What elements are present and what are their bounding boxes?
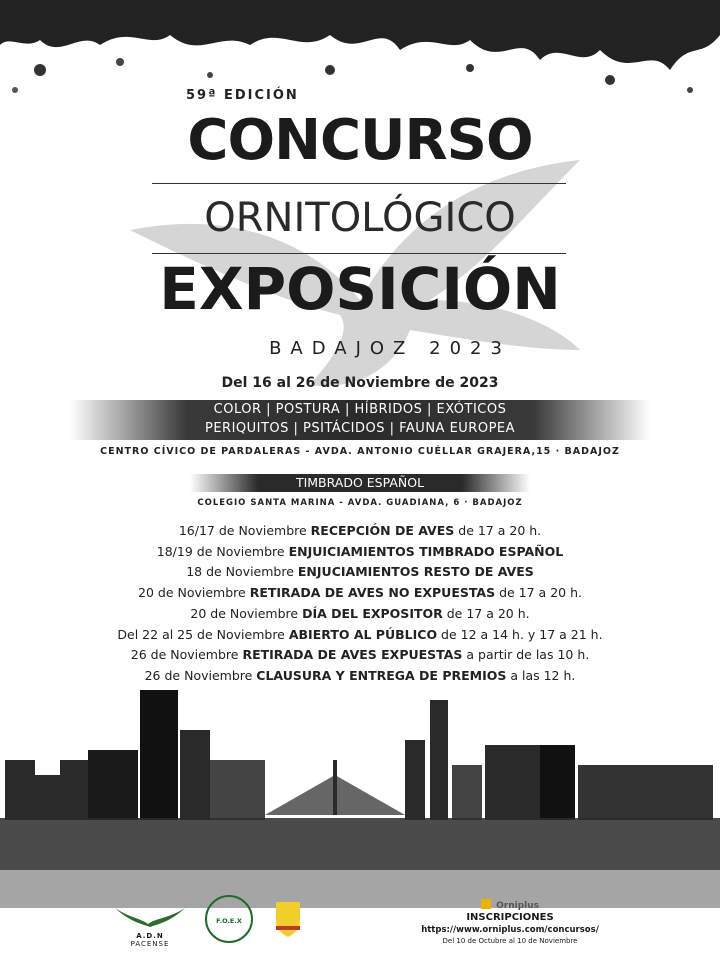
event-dates: Del 16 al 26 de Noviembre de 2023 bbox=[221, 375, 499, 391]
schedule-item: Del 22 al 25 de Noviembre ABIERTO AL PÚBLICO de 12 a 14 h. y 17 a 21 h. bbox=[117, 626, 603, 642]
categories-line-1: COLOR | POSTURA | HÍBRIDOS | EXÓTICOS bbox=[213, 402, 507, 417]
orniplus-brand: Orniplus bbox=[400, 893, 620, 912]
shield-icon bbox=[272, 900, 304, 938]
inscriptions-dates: Del 10 de Octubre al 10 de Noviembre bbox=[442, 937, 578, 945]
venue-timbrado: COLEGIO SANTA MARINA - AVDA. GUADIANA, 6 · BADAJOZ bbox=[197, 498, 523, 508]
schedule-item: 18 de Noviembre ENJUCIAMIENTOS RESTO DE AVES bbox=[186, 564, 534, 580]
schedule-list bbox=[0, 521, 720, 687]
edition-label: 59ª EDICIÓN bbox=[186, 88, 299, 103]
birds-emblem-icon bbox=[110, 900, 190, 928]
schedule-item: 26 de Noviembre RETIRADA DE AVES EXPUESTAS a partir de las 10 h. bbox=[130, 647, 590, 663]
timbrado-label: TIMBRADO ESPAÑOL bbox=[295, 475, 425, 490]
divider-2 bbox=[152, 253, 566, 254]
schedule-item: 26 de Noviembre CLAUSURA Y ENTREGA DE PREMIOS a las 12 h. bbox=[144, 667, 576, 683]
title-concurso: CONCURSO bbox=[187, 108, 533, 173]
categories-band bbox=[70, 400, 650, 440]
schedule-item: 20 de Noviembre DÍA DEL EXPOSITOR de 17 a 20 h. bbox=[190, 605, 530, 621]
schedule-item: 20 de Noviembre RETIRADA DE AVES NO EXPUESTAS de 17 a 20 h. bbox=[138, 585, 582, 601]
orniplus-icon bbox=[481, 899, 491, 909]
title-ornitologico: ORNITOLÓGICO bbox=[204, 195, 516, 241]
divider-1 bbox=[152, 183, 566, 184]
schedule-item: 18/19 de Noviembre ENJUICIAMIENTOS TIMBRADO ESPAÑOL bbox=[156, 543, 564, 559]
ink-splatter-decoration bbox=[0, 0, 720, 110]
venue-main: CENTRO CÍVICO DE PARDALERAS - AVDA. ANTONIO CUÉLLAR GRAJERA,15 · BADAJOZ bbox=[100, 446, 620, 457]
timbrado-band bbox=[190, 474, 530, 492]
federation-shield-logo bbox=[272, 900, 304, 938]
title-exposicion: EXPOSICIÓN bbox=[159, 255, 561, 323]
schedule-item: 16/17 de Noviembre RECEPCIÓN DE AVES de 17 a 20 h. bbox=[178, 523, 542, 538]
categories-line-2: PERIQUITOS | PSITÁCIDOS | FAUNA EUROPEA bbox=[204, 421, 516, 436]
city-skyline-illustration bbox=[0, 680, 720, 910]
foex-logo: F.O.E.X bbox=[205, 895, 253, 943]
inscriptions-url[interactable]: https://www.orniplus.com/concursos/ bbox=[421, 925, 599, 935]
inscriptions-title: INSCRIPCIONES bbox=[466, 912, 554, 923]
city-year: BADAJOZ 2023 bbox=[269, 338, 511, 359]
adn-pacense-logo: A.D.N PACENSE bbox=[110, 900, 190, 948]
